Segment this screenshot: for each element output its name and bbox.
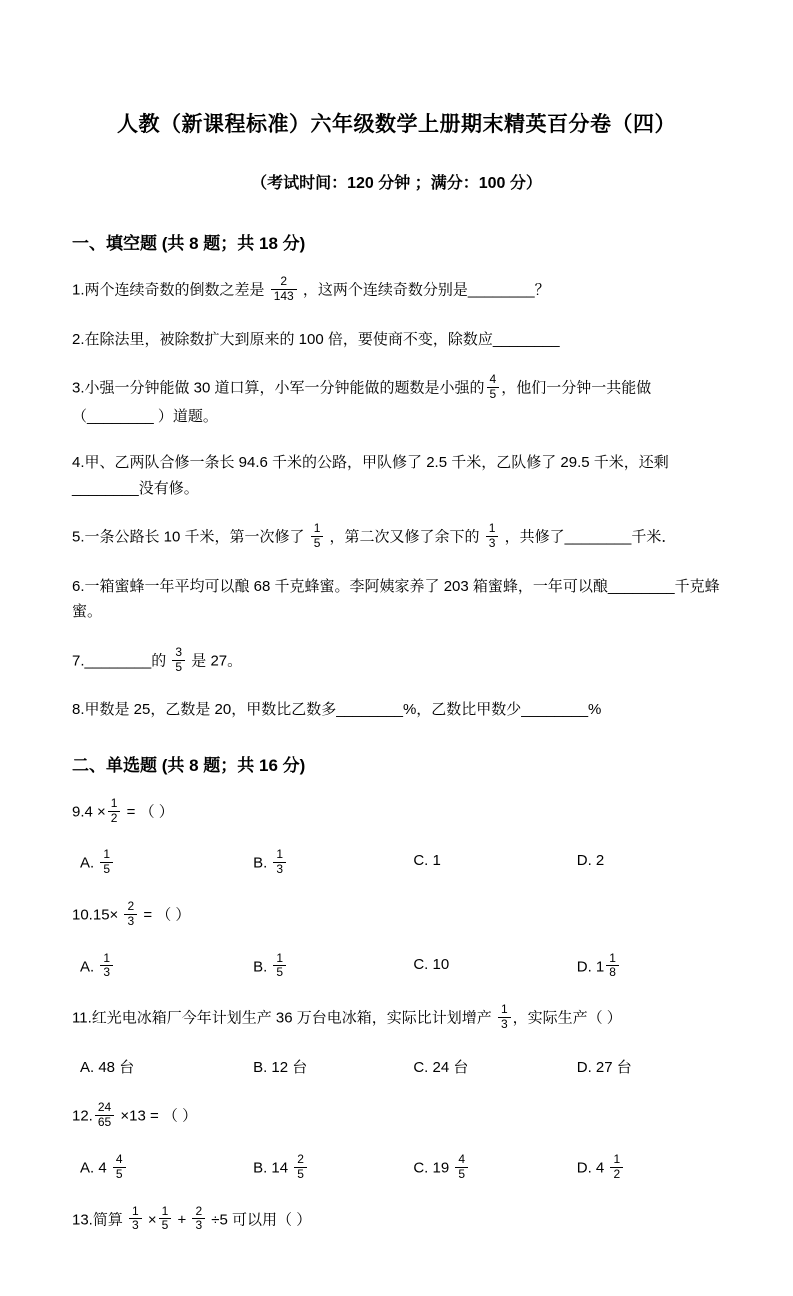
option: B. $\frac{1}{3}$ bbox=[253, 848, 413, 879]
fraction: $\frac{4}{5}$ bbox=[487, 373, 500, 402]
question-text: 1.两个连续奇数的倒数之差是 $\frac{2}{143}$ ，这两个连续奇数分别是________？ bbox=[72, 274, 550, 303]
option: C. 24 台 bbox=[413, 1058, 469, 1076]
fraction: $\frac{1}{8}$ bbox=[606, 952, 619, 981]
options-row bbox=[72, 1055, 721, 1081]
question-text: 11.红光电冰箱厂今年计划生产 36 万台电冰箱，实际比计划增产 $\frac{1}{3}$ ，实际生产（ ） bbox=[72, 1002, 622, 1032]
option: A. $\frac{1}{5}$ bbox=[80, 848, 253, 879]
option: A. 4 $\frac{4}{5}$ bbox=[80, 1153, 253, 1184]
question-text: 9.4 × $\frac{1}{2}$ = （ ） bbox=[72, 795, 174, 825]
fraction: $\frac{1}{3}$ bbox=[486, 522, 499, 551]
fraction: $\frac{2}{3}$ bbox=[192, 1205, 205, 1234]
fraction: $\frac{2}{143}$ bbox=[271, 275, 297, 304]
question-text: 6.一箱蜜蜂一年平均可以酿 68 千克蜂蜜。李阿姨家养了 203 箱蜜蜂，一年可以酿________千克蜂蜜。 bbox=[72, 577, 720, 621]
options-row bbox=[72, 952, 721, 983]
options-row bbox=[72, 1153, 721, 1184]
fraction: $\frac{2}{5}$ bbox=[294, 1153, 307, 1182]
question-text: 2.在除法里，被除数扩大到原来的 100 倍，要使商不变，除数应________ bbox=[72, 330, 560, 348]
fraction: $\frac{4}{5}$ bbox=[113, 1153, 126, 1182]
fraction: $\frac{1}{2}$ bbox=[108, 797, 121, 826]
option: C. 19 $\frac{4}{5}$ bbox=[413, 1153, 576, 1184]
option: C. 1 bbox=[413, 852, 441, 870]
question-text: 13.简算 $\frac{1}{3}$ × $\frac{1}{5}$ + $\frac{2}{3}$ ÷5 可以用（ ） bbox=[72, 1203, 312, 1233]
exam-subtitle: （考试时间：120 分钟 ；满分：100 分） bbox=[251, 175, 542, 192]
option: D. 4 $\frac{1}{2}$ bbox=[577, 1153, 721, 1184]
option: A. 48 台 bbox=[80, 1058, 135, 1076]
fraction: $\frac{1}{3}$ bbox=[273, 848, 286, 877]
question-text: 8.甲数是 25，乙数是 20，甲数比乙数多________%，乙数比甲数少________% bbox=[72, 701, 602, 719]
section-heading: 一、填空题 (共 8 题；共 18 分) bbox=[72, 234, 306, 253]
option: B. $\frac{1}{5}$ bbox=[253, 952, 413, 983]
page-title: 人教（新课程标准）六年级数学上册期末精英百分卷（四） bbox=[117, 113, 676, 136]
options-row bbox=[72, 848, 721, 879]
option: B. 14 $\frac{2}{5}$ bbox=[253, 1153, 413, 1184]
question-text: 3.小强一分钟能做 30 道口算，小军一分钟能做的题数是小强的 $\frac{4}{5}$ ，他们一分钟一共能做（________ ）道题。 bbox=[72, 372, 652, 425]
sections-container bbox=[72, 229, 721, 1235]
fraction: $\frac{1}{5}$ bbox=[159, 1205, 172, 1234]
question-text: 10.15× $\frac{2}{3}$ = （ ） bbox=[72, 899, 191, 928]
option: B. 12 台 bbox=[253, 1058, 308, 1076]
fraction: $\frac{2}{3}$ bbox=[124, 900, 137, 929]
fraction: $\frac{1}{5}$ bbox=[100, 848, 113, 877]
fraction: $\frac{1}{5}$ bbox=[311, 522, 324, 551]
option: D. 1 $\frac{1}{8}$ bbox=[577, 952, 721, 983]
option: D. 27 台 bbox=[576, 1058, 632, 1076]
fraction: $\frac{1}{3}$ bbox=[100, 952, 113, 981]
question-text: 12. $\frac{24}{65}$ ×13 = （ ） bbox=[72, 1100, 198, 1130]
fraction: $\frac{4}{5}$ bbox=[455, 1153, 468, 1182]
fraction: $\frac{1}{3}$ bbox=[129, 1205, 142, 1234]
section-heading: 二、单选题 (共 8 题；共 16 分) bbox=[72, 755, 306, 775]
fraction: $\frac{1}{5}$ bbox=[273, 952, 286, 981]
question-text: 5.一条公路长 10 千米，第一次修了 $\frac{1}{5}$ ，第二次又修了余下的 $\frac{1}{3}$ ，共修了________千米． bbox=[72, 521, 677, 550]
question-text: 7.________的 $\frac{3}{5}$ 是 27。 bbox=[72, 644, 243, 674]
question-text: 4.甲、乙两队合修一条长 94.6 千米的公路，甲队修了 2.5 千米，乙队修了 29.5 千米，还剩________没有修。 bbox=[72, 454, 669, 497]
fraction: $\frac{3}{5}$ bbox=[172, 646, 185, 675]
option: D. 2 bbox=[576, 852, 605, 870]
fraction: $\frac{1}{2}$ bbox=[610, 1153, 623, 1182]
fraction: $\frac{24}{65}$ bbox=[95, 1101, 114, 1130]
fraction: $\frac{1}{3}$ bbox=[498, 1003, 511, 1032]
option: C. 10 bbox=[413, 955, 450, 973]
option: A. $\frac{1}{3}$ bbox=[80, 952, 253, 983]
